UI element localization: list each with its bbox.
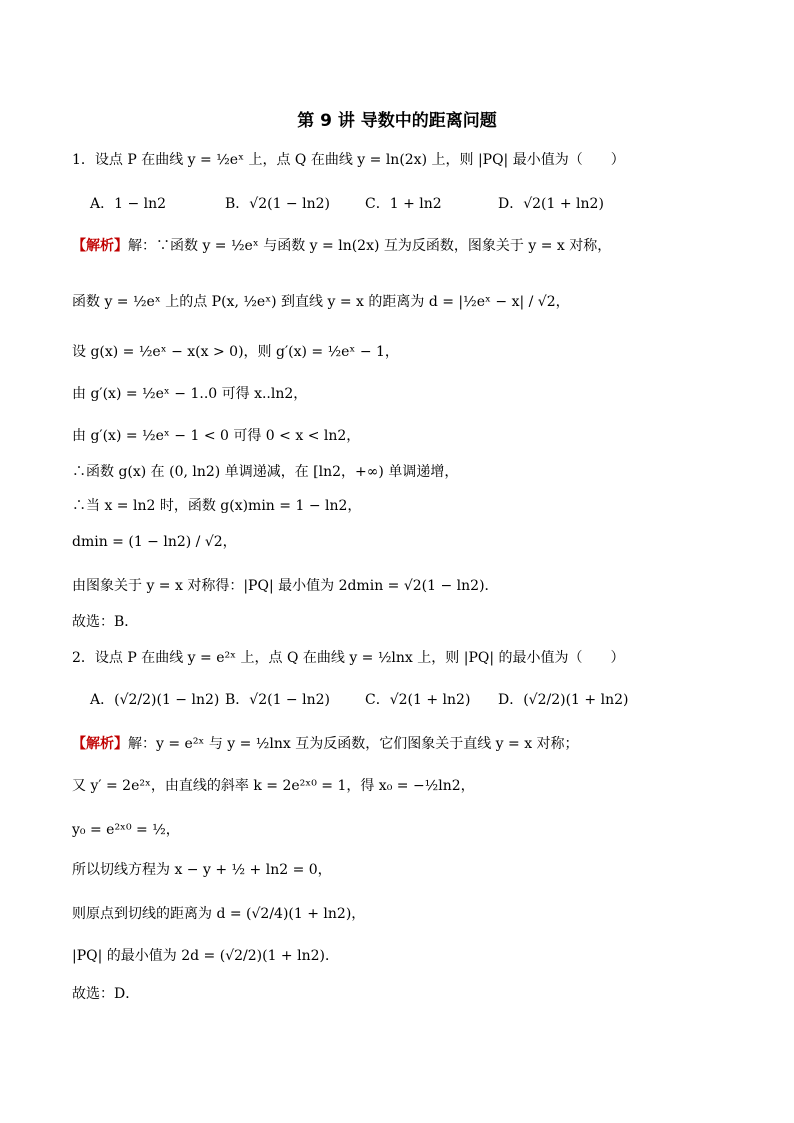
q1-choice-b: B．√2(1 − ln2) [225, 196, 330, 212]
q1-solution-line-4: 由 g′(x) = ½eˣ − 1..0 可得 x..ln2， [72, 386, 308, 402]
q1-solution-line-7: ∴当 x = ln2 时，函数 g(x)min = 1 − ln2， [72, 498, 362, 514]
q1-solution-line-9: 由图象关于 y = x 对称得：|PQ| 最小值为 2dmin = √2(1 − ln2)． [72, 578, 499, 594]
q1-solution-line-6: ∴函数 g(x) 在 (0, ln2) 单调递减，在 [ln2，+∞) 单调递增， [72, 464, 459, 480]
question-1-stem-text: 1．设点 P 在曲线 y = ½eˣ 上，点 Q 在曲线 y = ln(2x) 上，则 |PQ| 最小值为（ ） [72, 152, 625, 168]
q1-solution-line-8: dmin = (1 − ln2) / √2， [72, 534, 237, 550]
q2-solution-line-3: y₀ = e²ˣ⁰ = ½， [72, 822, 180, 838]
page-title: 第 9 讲 导数中的距离问题 [297, 111, 497, 131]
q1-solution-line-3: 设 g(x) = ½eˣ − x(x > 0)，则 g′(x) = ½eˣ − 1， [72, 344, 399, 360]
q2-solution-line-4: 所以切线方程为 x − y + ½ + ln2 = 0， [72, 862, 332, 878]
q1-solution-line-1: 【解析】解：∵函数 y = ½eˣ 与函数 y = ln(2x) 互为反函数，图象关于 y = x 对称， [72, 238, 612, 254]
q1-solution-label: 【解析】 [72, 238, 128, 254]
q2-solution-line-1: 【解析】解：y = e²ˣ 与 y = ½lnx 互为反函数，它们图象关于直线 y = x 对称； [72, 736, 579, 752]
q1-choice-a: A．1 − ln2 [90, 196, 167, 212]
question-2-stem: 2．设点 P 在曲线 y = e²ˣ 上，点 Q 在曲线 y = ½lnx 上，则 |PQ| 的最小值为（ ） [72, 650, 625, 666]
q2-choice-c: C．√2(1 + ln2) [365, 692, 471, 708]
q1-solution-line-2: 函数 y = ½eˣ 上的点 P(x, ½eˣ) 到直线 y = x 的距离为 d = |½eˣ − x| / √2， [72, 294, 570, 310]
q1-answer: 故选：B． [72, 614, 139, 630]
q1-solution-line-5: 由 g′(x) = ½eˣ − 1 < 0 可得 0 < x < ln2， [72, 428, 361, 444]
q2-choice-b: B．√2(1 − ln2) [225, 692, 330, 708]
q2-choice-d: D．(√2/2)(1 + ln2) [498, 692, 629, 708]
q2-solution-line-2: 又 y′ = 2e²ˣ，由直线的斜率 k = 2e²ˣ⁰ = 1，得 x₀ = −½ln2， [72, 778, 475, 794]
q1-choice-d: D．√2(1 + ln2) [498, 196, 604, 212]
q2-solution-line-5: 则原点到切线的距离为 d = (√2/4)(1 + ln2)， [72, 906, 366, 922]
q2-solution-line-6: |PQ| 的最小值为 2d = (√2/2)(1 + ln2)． [72, 948, 339, 964]
question-1-stem [72, 150, 625, 170]
q1-choice-c: C．1 + ln2 [365, 196, 442, 212]
q2-choice-a: A．(√2/2)(1 − ln2) [90, 692, 220, 708]
q2-answer: 故选：D． [72, 986, 140, 1002]
q2-solution-label: 【解析】 [72, 736, 128, 752]
